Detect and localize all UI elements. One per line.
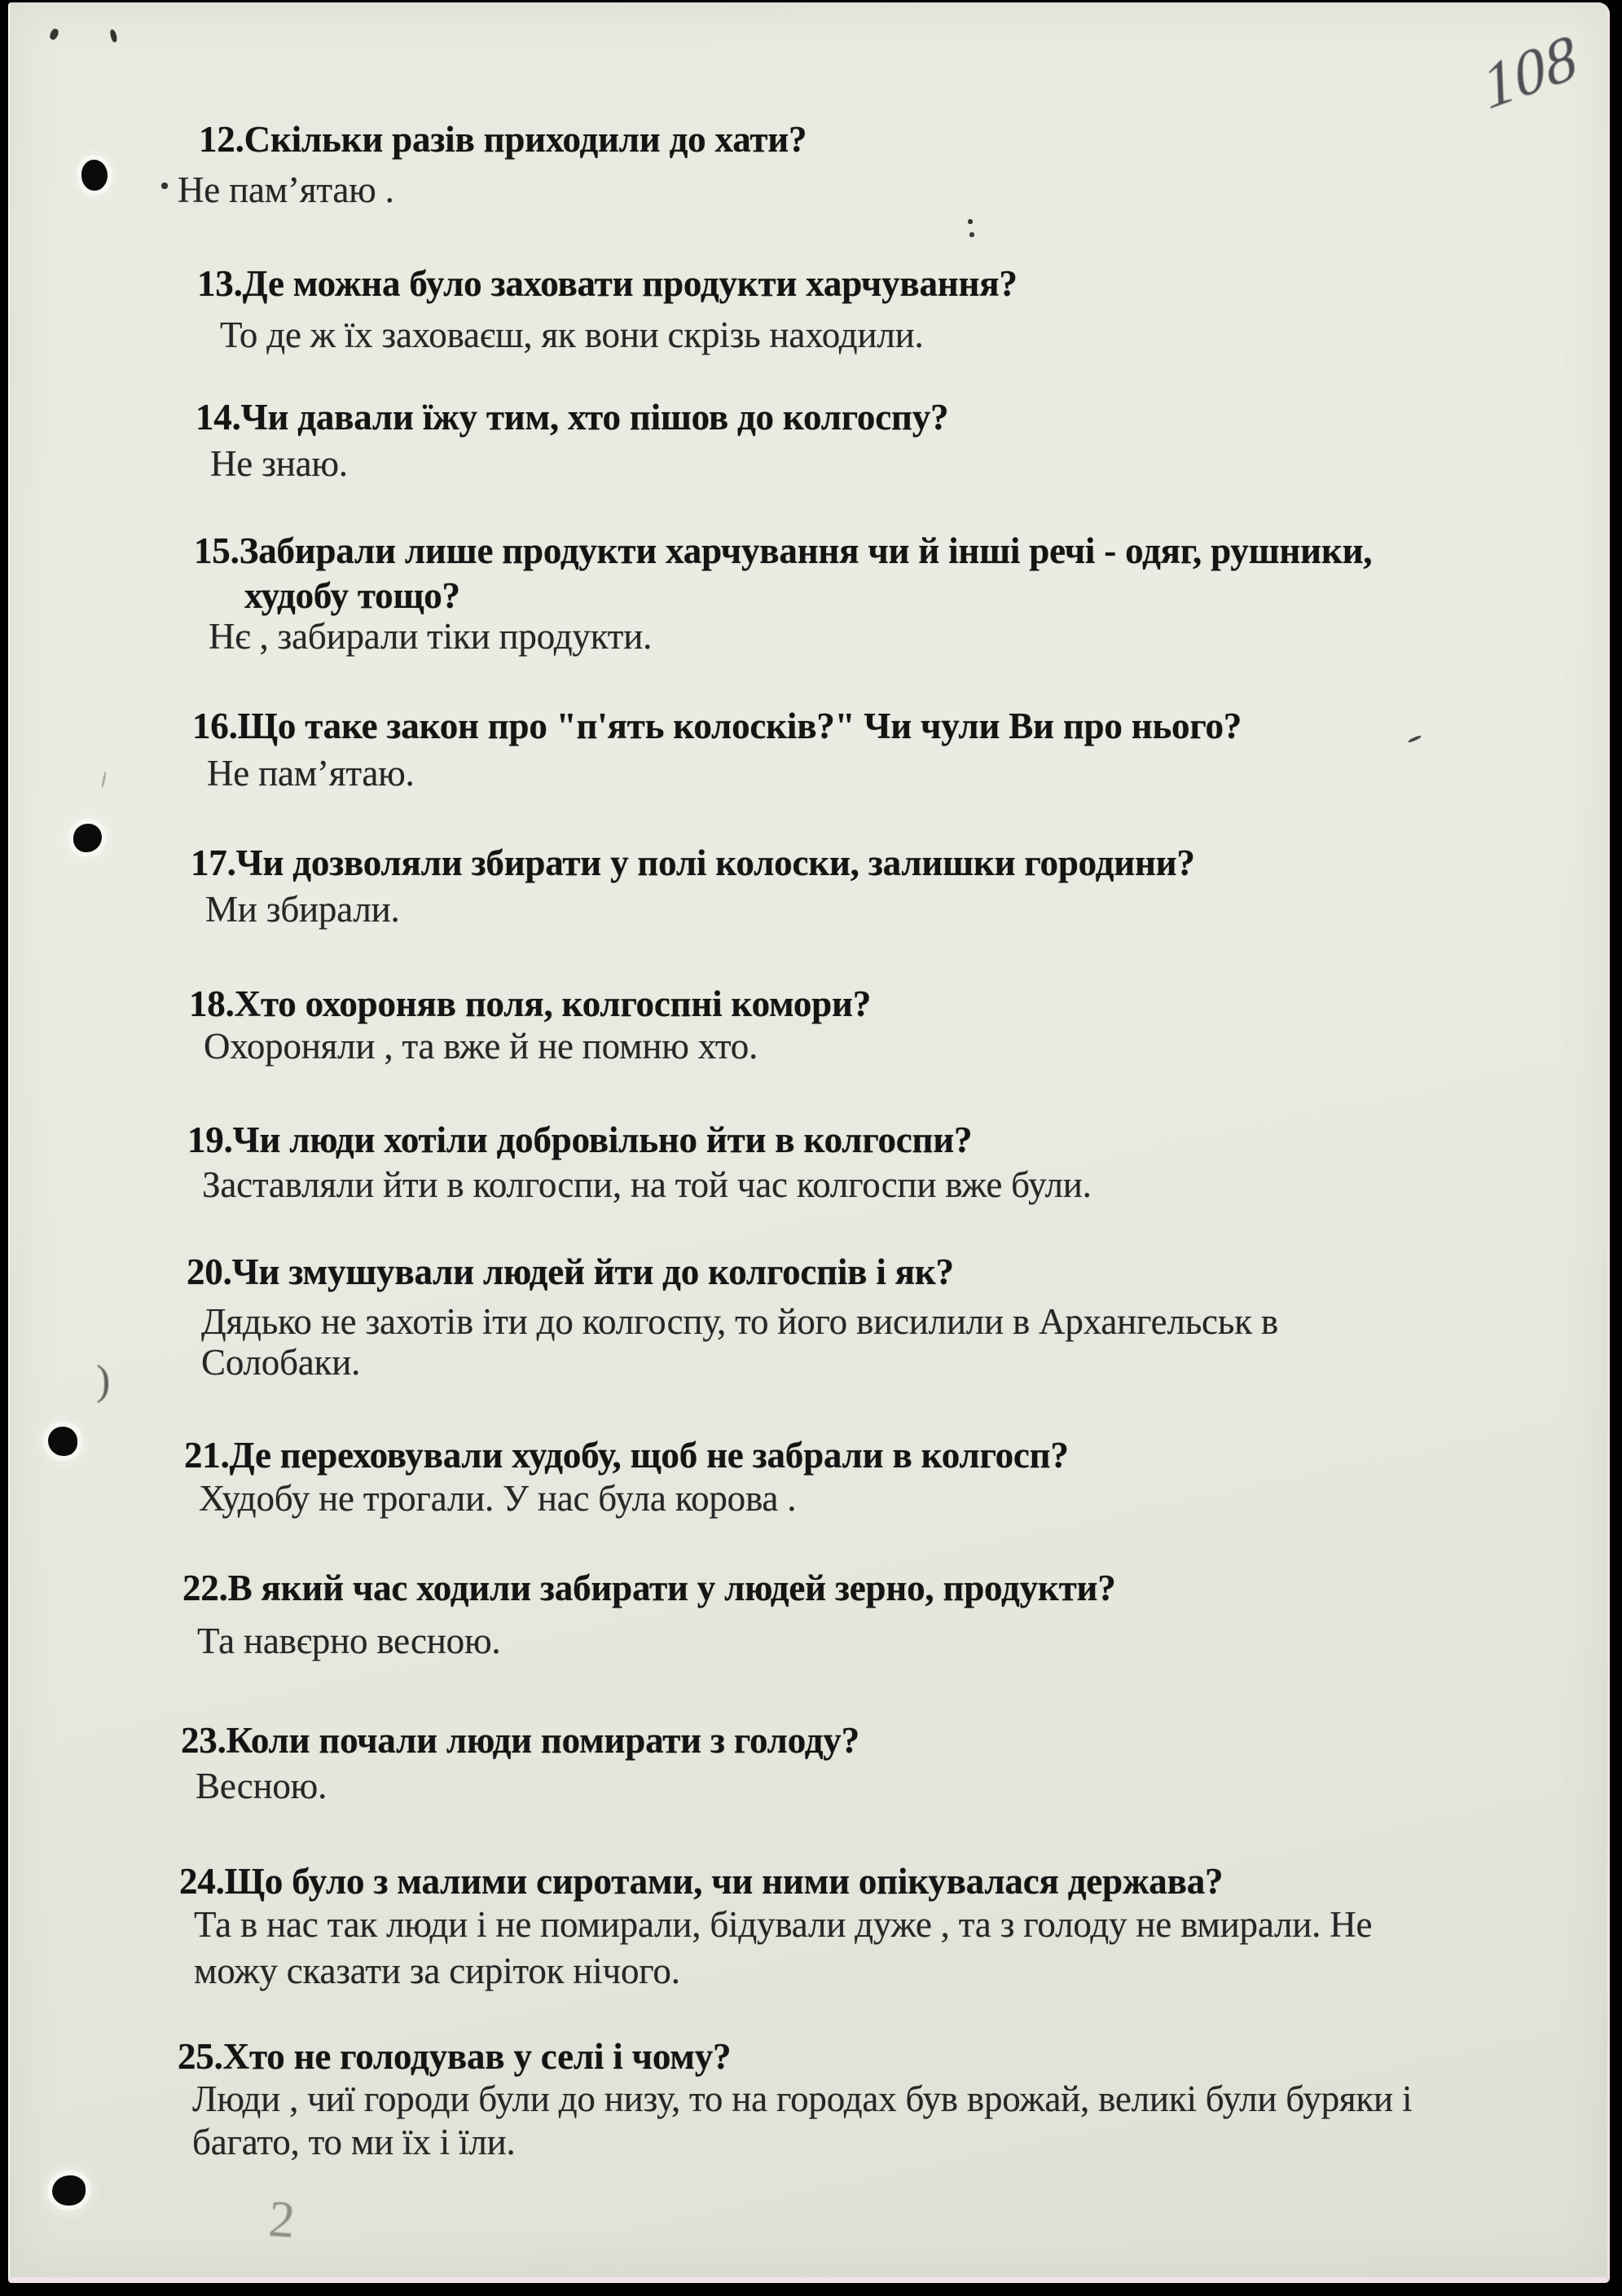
question-12: 12.Скільки разів приходили до хати? [199, 119, 807, 160]
handwritten-page-number: 108 [1476, 20, 1584, 123]
answer-24-line-1: Та в нас так люди і не помирали, бідували дуже , та з голоду не вмирали. Не [194, 1904, 1373, 1945]
scanned-paper-sheet [8, 2, 1610, 2283]
top-ink-mark-1 [48, 28, 59, 41]
answer-22: Та навєрно весною. [197, 1621, 501, 1661]
question-16: 16.Що таке закон про "п'ять колосків?" Чи чули Ви про нього? [192, 706, 1242, 746]
question-15-line-2: худобу тощо? [244, 575, 460, 616]
top-ink-mark-2 [109, 29, 117, 42]
question-24: 24.Що було з малими сиротами, чи ними опікувалася держава? [179, 1861, 1224, 1902]
question-14: 14.Чи давали їжу тим, хто пішов до колгоспу? [196, 397, 949, 438]
answer-21: Худобу не трогали. У нас була корова . [199, 1478, 797, 1519]
answer-23: Весною. [196, 1766, 327, 1806]
pencil-dot-artifact [161, 183, 168, 189]
question-20: 20.Чи змушували людей йти до колгоспів і як? [187, 1251, 954, 1292]
colon-artifact [968, 219, 973, 224]
answer-14: Не знаю. [210, 443, 348, 484]
hole-punch-2 [73, 824, 102, 852]
answer-20-line-1: Дядько не захотів іти до колгоспу, то його висилили в Архангельськ в [201, 1301, 1278, 1342]
question-25: 25.Хто не голодував у селі і чому? [178, 2036, 732, 2077]
answer-17: Ми збирали. [205, 889, 400, 930]
answer-12: Не пам’ятаю . [178, 169, 394, 210]
answer-16: Не пам’ятаю. [207, 753, 415, 794]
answer-18: Охороняли , та вже й не помню хто. [204, 1026, 758, 1067]
answer-15: Нє , забирали тіки продукти. [209, 616, 653, 657]
answer-24-line-2: можу сказати за сиріток нічого. [194, 1951, 680, 1991]
question-17: 17.Чи дозволяли збирати у полі колоски, залишки городини? [191, 842, 1195, 883]
question-21: 21.Де переховували худобу, щоб не забрали в колгосп? [184, 1435, 1069, 1476]
tick-artifact [1408, 735, 1422, 744]
answer-25-line-2: багато, то ми їх і їли. [192, 2122, 516, 2162]
hole-punch-1 [81, 160, 108, 191]
question-15-line-1: 15.Забирали лише продукти харчування чи й інші речі - одяг, рушники, [194, 530, 1373, 571]
hole-punch-4 [52, 2175, 86, 2206]
question-22: 22.В який час ходили забирати у людей зерно, продукти? [182, 1568, 1116, 1608]
paren-pencil-artifact: ) [96, 1357, 111, 1404]
question-18: 18.Хто охороняв поля, колгоспні комори? [189, 983, 872, 1024]
hole-punch-3 [48, 1427, 77, 1456]
pencil-number-artifact: 2 [266, 2188, 297, 2250]
faint-scratch-artifact [101, 772, 107, 788]
answer-13: То де ж їх заховаєш, як вони скрізь находили. [220, 314, 924, 355]
answer-19: Заставляли йти в колгоспи, на той час колгоспи вже були. [202, 1164, 1092, 1205]
question-19: 19.Чи люди хотіли добровільно йти в колгоспи? [187, 1119, 973, 1160]
answer-25-line-1: Люди , чиї городи були до низу, то на городах був врожай, великі були буряки і [192, 2078, 1413, 2119]
answer-20-line-2: Солобаки. [201, 1342, 361, 1383]
question-23: 23.Коли почали люди помирати з голоду? [181, 1720, 859, 1761]
question-13: 13.Де можна було заховати продукти харчування? [197, 263, 1018, 304]
